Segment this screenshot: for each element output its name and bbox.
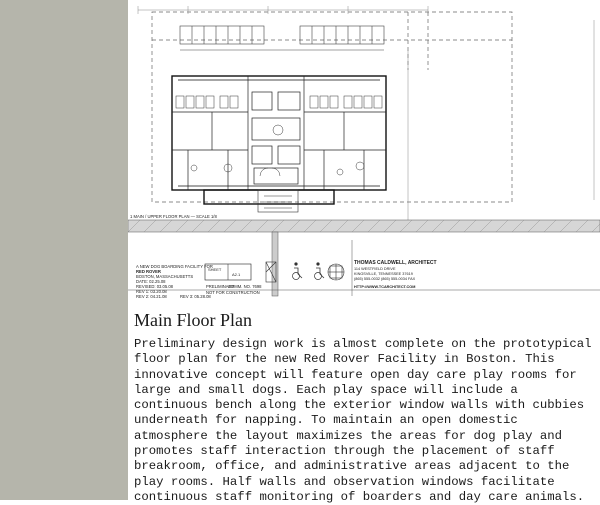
section-body: Preliminary design work is almost complete on the prototypical floor plan for the new Red Rover Facility in Boston. This innovative concept will feature open day care play rooms for large and small dogs. Each play space will include a continuous bench along the exterior window walls with cubbies underneath for napping. To maintain an open domestic atmosphere the layout maximizes the areas for dog play and promotes staff interaction through the placement of staff breakroom, office, and administrative areas adjacent to the play rooms. Half walls and observation windows facilitate continuous staff monitoring of boarders and day care animals. — [134, 337, 592, 504]
interior-partitions — [172, 76, 386, 190]
project-line: A NEW DOG BOARDING FACILITY FOR — [136, 264, 213, 269]
accessibility-icon — [315, 262, 325, 279]
date-line: REV 1: 03.20.08 — [136, 289, 167, 294]
entry-canopy — [258, 190, 298, 212]
article — [134, 310, 594, 505]
comm-number: COMM. NO. 7698 — [228, 284, 262, 289]
architect-logo-icon — [328, 264, 344, 280]
architect-name: THOMAS CALDWELL, ARCHITECT — [354, 260, 437, 266]
stamp-line: NOT FOR CONSTRUCTION — [206, 290, 260, 295]
left-sidebar-band — [0, 0, 128, 500]
sheet-label: SHEET — [208, 267, 222, 272]
floor-plan-drawing — [128, 0, 600, 298]
date-line: DATE: 02.25.08 — [136, 279, 166, 284]
plan-label: 1 MAIN / UPPER FLOOR PLAN — SCALE 1/8 — [130, 214, 217, 219]
column-post — [272, 232, 278, 296]
date-line: REV 2: 04.21.08 — [136, 294, 167, 298]
date-line: REV 3: 05.28.08 — [180, 294, 211, 298]
section-title: Main Floor Plan — [134, 310, 253, 330]
exterior-runs — [180, 26, 384, 50]
architect-line: KINGSVILLE, TENNESSEE 37619 — [354, 272, 413, 276]
kennel-cells — [176, 96, 382, 108]
dimension-lines — [138, 6, 594, 220]
project-line: BOSTON, MASSACHUSETTS — [136, 274, 194, 279]
ground-hatch-band — [128, 220, 600, 232]
architect-line: (865) 555-0032 (865) 555-0034 FAX — [354, 277, 416, 281]
architect-line: 114 WESTFIELD DRIVE — [354, 267, 396, 271]
date-line: REVISED: 03.05.08 — [136, 284, 174, 289]
architect-info-block — [354, 260, 437, 289]
project-line: RED ROVER — [136, 269, 161, 274]
stamp-line: PRELIMINARY — [206, 284, 235, 289]
accessibility-icon — [293, 262, 303, 279]
sheet-number: A2.1 — [232, 272, 241, 277]
plumbing-fixtures — [191, 125, 364, 176]
architect-url: HTTP://WWW.TCARCHITECT.COM — [354, 285, 416, 289]
project-info-block — [136, 264, 213, 298]
